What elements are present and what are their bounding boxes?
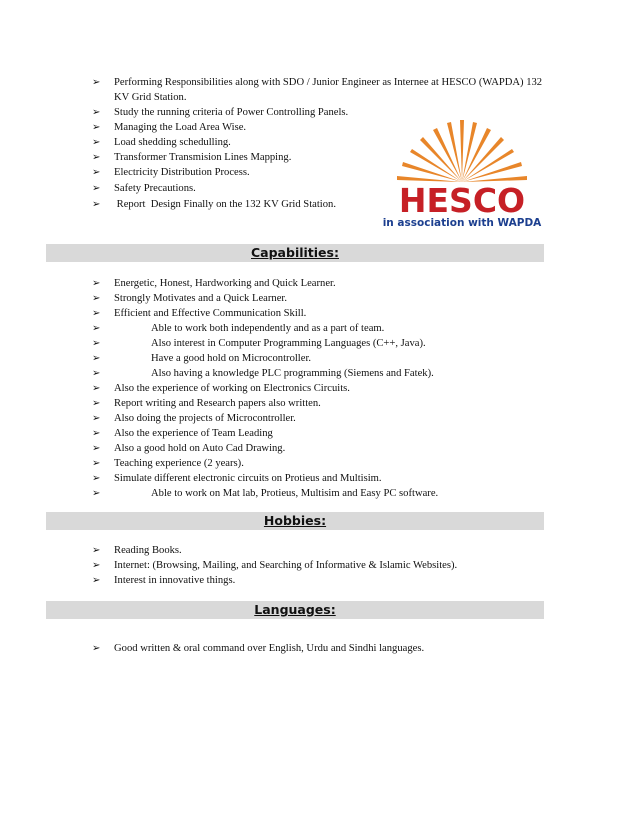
arrow-bullet-icon: ➢ <box>92 368 101 379</box>
logo-tagline: in association with WAPDA <box>382 217 542 229</box>
list-item: ➢ Also the experience of Team Leading <box>92 428 273 439</box>
list-item: ➢ Have a good hold on Microcontroller. <box>92 353 312 364</box>
list-item: ➢ Also a good hold on Auto Cad Drawing. <box>92 443 286 454</box>
languages-list <box>92 641 552 656</box>
section-heading-capabilities: Capabilities: <box>46 244 544 262</box>
list-item: ➢ Electricity Distribution Process. <box>92 167 250 178</box>
list-item: ➢ Also the experience of working on Electronics Circuits. <box>92 383 350 394</box>
section-heading-languages: Languages: <box>46 601 544 619</box>
arrow-bullet-icon: ➢ <box>92 545 101 556</box>
list-item: ➢ Load shedding schedulling. <box>92 137 231 148</box>
list-item: ➢ Study the running criteria of Power Controlling Panels. <box>92 107 349 118</box>
arrow-bullet-icon: ➢ <box>92 428 101 439</box>
arrow-bullet-icon: ➢ <box>92 278 101 289</box>
arrow-bullet-icon: ➢ <box>92 488 101 499</box>
arrow-bullet-icon: ➢ <box>92 560 101 571</box>
capabilities-list <box>92 276 552 501</box>
list-item: ➢ Good written & oral command over English, Urdu and Sindhi languages. <box>92 643 425 654</box>
arrow-bullet-icon: ➢ <box>92 152 101 163</box>
list-item: ➢ Efficient and Effective Communication Skill. <box>92 308 307 319</box>
list-item: ➢ Energetic, Honest, Hardworking and Quick Learner. <box>92 278 336 289</box>
logo-wordmark: HESCO <box>398 181 526 220</box>
list-item: ➢ Also doing the projects of Microcontroller. <box>92 413 296 424</box>
arrow-bullet-icon: ➢ <box>92 353 101 364</box>
list-item: ➢ Report writing and Research papers also written. <box>92 398 321 409</box>
arrow-bullet-icon: ➢ <box>92 398 101 409</box>
arrow-bullet-icon: ➢ <box>92 137 101 148</box>
arrow-bullet-icon: ➢ <box>92 308 101 319</box>
list-item: ➢ Internet: (Browsing, Mailing, and Searching of Informative & Islamic Websites). <box>92 560 458 571</box>
list-item: ➢ Transformer Transmision Lines Mapping. <box>92 152 292 163</box>
arrow-bullet-icon: ➢ <box>92 199 101 210</box>
arrow-bullet-icon: ➢ <box>92 77 101 88</box>
list-item: ➢ Simulate different electronic circuits on Protieus and Multisim. <box>92 473 382 484</box>
list-item: ➢ Interest in innovative things. <box>92 575 236 586</box>
arrow-bullet-icon: ➢ <box>92 323 101 334</box>
sunburst-icon <box>397 120 527 182</box>
list-item: ➢ Report Design Finally on the 132 KV Grid Station. <box>92 199 336 210</box>
arrow-bullet-icon: ➢ <box>92 183 101 194</box>
list-item: ➢ Teaching experience (2 years). <box>92 458 244 469</box>
hobbies-list <box>92 543 552 588</box>
list-item: ➢ Able to work both independently and as a part of team. <box>92 323 385 334</box>
list-item: ➢ Able to work on Mat lab, Protieus, Multisim and Easy PC software. <box>92 488 439 499</box>
arrow-bullet-icon: ➢ <box>92 167 101 178</box>
arrow-bullet-icon: ➢ <box>92 338 101 349</box>
arrow-bullet-icon: ➢ <box>92 413 101 424</box>
list-item: ➢ Managing the Load Area Wise. <box>92 122 247 133</box>
arrow-bullet-icon: ➢ <box>92 122 101 133</box>
list-item: ➢ Also interest in Computer Programming Languages (C++, Java). <box>92 338 426 349</box>
list-item: ➢ Strongly Motivates and a Quick Learner. <box>92 293 287 304</box>
arrow-bullet-icon: ➢ <box>92 293 101 304</box>
arrow-bullet-icon: ➢ <box>92 458 101 469</box>
arrow-bullet-icon: ➢ <box>92 443 101 454</box>
list-item: ➢ Performing Responsibilities along with SDO / Junior Engineer as Internee at HESCO (WAPDA) 132 KV Grid Station. <box>92 77 543 103</box>
arrow-bullet-icon: ➢ <box>92 643 101 654</box>
arrow-bullet-icon: ➢ <box>92 383 101 394</box>
arrow-bullet-icon: ➢ <box>92 575 101 586</box>
list-item: ➢ Also having a knowledge PLC programming (Siemens and Fatek). <box>92 368 434 379</box>
list-item: ➢ Reading Books. <box>92 545 182 556</box>
list-item: ➢ Safety Precautions. <box>92 183 196 194</box>
arrow-bullet-icon: ➢ <box>92 473 101 484</box>
section-heading-hobbies: Hobbies: <box>46 512 544 530</box>
hesco-logo <box>382 120 542 232</box>
arrow-bullet-icon: ➢ <box>92 107 101 118</box>
